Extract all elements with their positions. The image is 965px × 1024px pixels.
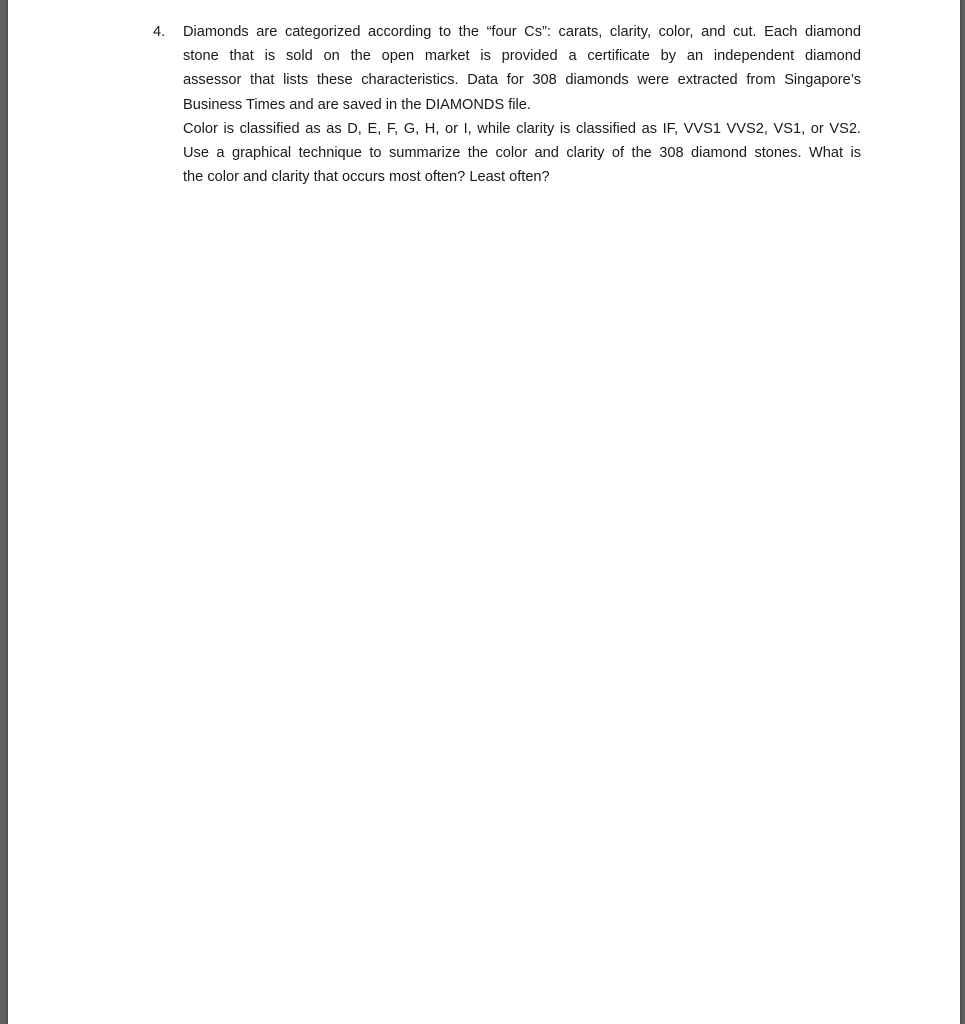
paragraph-1-line: Diamonds are categorized according to the “four Cs”: carats, clarity, color, and cut. Each diamond: [183, 24, 861, 40]
document-page: [8, 0, 960, 1024]
paragraph-1-line: Business Times and are saved in the DIAMONDS file.: [183, 96, 531, 113]
paragraph-1-line: stone that is sold on the open market is provided a certificate by an independent diamond: [183, 48, 861, 65]
question-number: 4.: [153, 24, 166, 40]
question-4: [153, 20, 861, 189]
question-paragraph-2: [183, 117, 861, 190]
question-body: [183, 20, 861, 189]
paragraph-2-line: Color is classified as as D, E, F, G, H, or I, while clarity is classified as IF, VVS1 VVS2, VS1, or VS2.: [183, 120, 861, 137]
question-paragraph-1: [183, 20, 861, 117]
paragraph-2-line: Use a graphical technique to summarize the color and clarity of the 308 diamond stones. What is: [183, 145, 861, 162]
paragraph-2-line: the color and clarity that occurs most often? Least often?: [183, 169, 550, 186]
paragraph-1-line: assessor that lists these characteristics. Data for 308 diamonds were extracted from Singapore’s: [183, 72, 861, 89]
